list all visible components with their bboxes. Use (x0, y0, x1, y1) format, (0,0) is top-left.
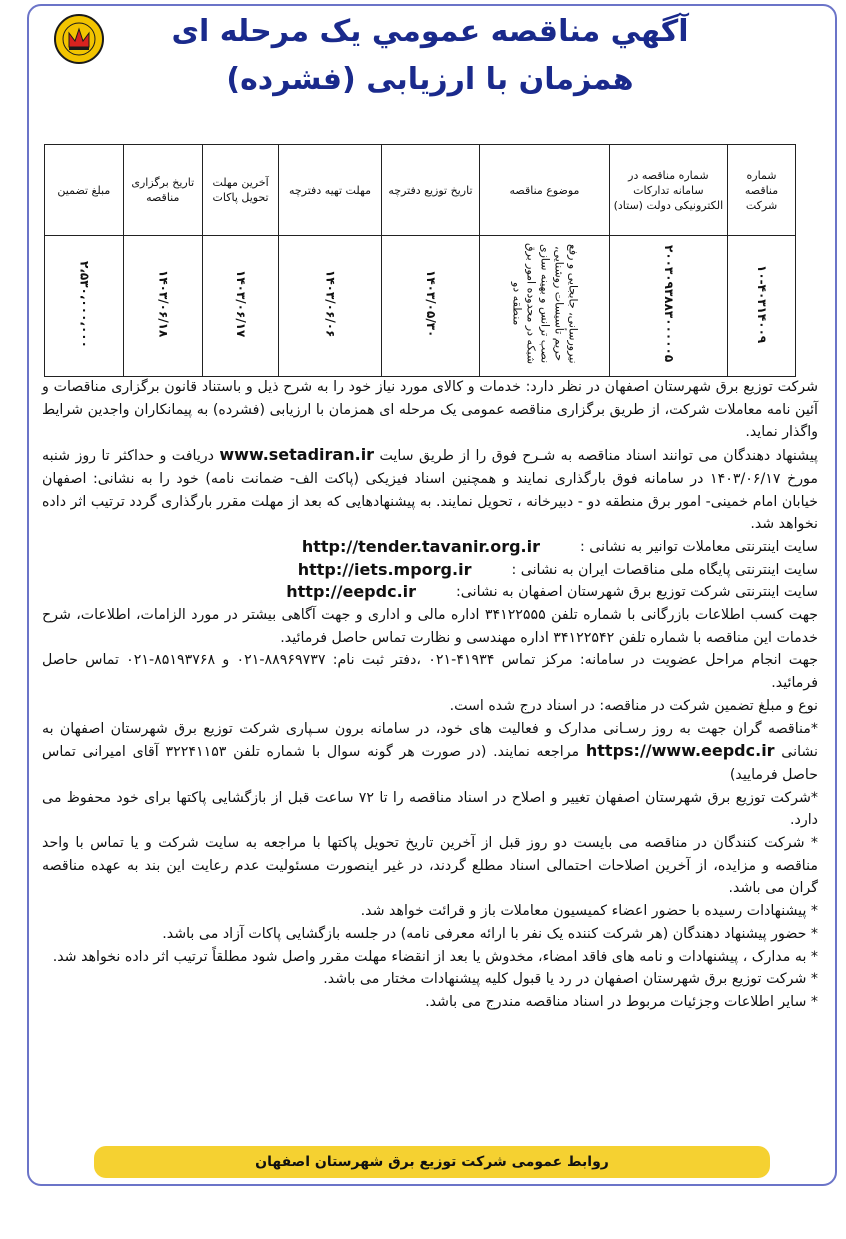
col-header-distribution-date: تاریخ توزیع دفترچه (381, 145, 480, 236)
cell-distribution-date: ۱۴۰۳/۰۵/۳۰ (381, 236, 480, 377)
paragraph-invalid-docs: * به مدارک ، پیشنهادات و نامه های فاقد امضاء، مخدوش یا بعد از انقضاء مهلت مقرر واصل شود مطلقاً ترتیب اثر داده نخواهد شد. (52, 948, 818, 965)
iets-link[interactable]: http://iets.mporg.ir (297, 559, 472, 579)
paragraph-guarantee: نوع و مبلغ تضمین شرکت در مناقصه: در اسناد درج شده است. (449, 697, 818, 714)
paragraph-attendance: * حضور پیشنهاد دهندگان (هر شرکت کننده یک نفر با ارائه معرفی نامه) در جلسه بازگشایی پاکات آزاد می باشد. (162, 925, 818, 942)
paragraph-registration: جهت انجام مراحل عضویت در سامانه: مرکز تماس ۴۱۹۳۴-۰۲۱ ،دفتر ثبت نام: ۸۸۹۶۹۷۳۷-۰۲۱ و ۸۵۱۹۳۷۶۸-۰۲۱ تماس حاصل فرمائید. (42, 652, 818, 692)
paragraph-check-updates: * شرکت کنندگان در مناقصه می بایست دو روز قبل از آخرین تاریخ تحویل پاکتها با مراجعه به سایت شرکت و یا تماس با واحد مناقصه و مزایده، از آخرین اصلاحات احتمالی اسناد مطلع گردند، در غیر اینصورت مسئولیت عدم رعایت این بند به عهده مناقصه گران می باشد. (42, 835, 818, 897)
col-header-submission-deadline: آخرین مهلت تحویل پاکات (202, 145, 278, 236)
site-eepdc: سایت اینترنتی شرکت توزیع برق شهرستان اصفهان به نشانی: http://eepdc.ir (42, 581, 818, 604)
col-header-guarantee-amount: مبلغ تضمین (45, 145, 124, 236)
col-header-prep-deadline: مهلت تهیه دفترچه (279, 145, 381, 236)
col-header-subject: موضوع مناقصه (480, 145, 609, 236)
paragraph-opening: * پیشنهادات رسیده با حضور اعضاء کمیسیون معاملات باز و قرائت خواهد شد. (360, 903, 818, 920)
table-header-row (45, 145, 796, 236)
cell-submission-deadline: ۱۴۰۳/۰۶/۱۷ (202, 236, 278, 377)
paragraph-changes: *شرکت توزیع برق شهرستان اصفهان تغییر و اصلاح در اسناد مناقصه را تا ۷۲ ساعت قبل از بازگشایی پاکتها برای خود محفوظ می دارد. (42, 789, 818, 829)
col-header-setad-tender-no: شماره مناقصه در سامانه تدارکات الکترونیکی دولت (ستاد) (609, 145, 727, 236)
tavanir-link[interactable]: http://tender.tavanir.org.ir (301, 536, 540, 556)
cell-company-tender-no: ۱۰-۴۰۳۱۴۰۰۹ (728, 236, 796, 377)
col-header-company-tender-no: شماره مناقصه شرکت (728, 145, 796, 236)
paragraph-more-info: * سایر اطلاعات وجزئیات مربوط در اسناد مناقصه مندرج می باشد. (425, 993, 818, 1010)
electric-company-logo-icon (54, 14, 104, 64)
cell-subject: نیرورسانی، جابجایی و رفع حریم تأسیسات روشنایی، نصب ترانس و بهینه سازی شبکه در محدوده امور برق منطقه دو (480, 236, 609, 377)
cell-prep-deadline: ۱۴۰۳/۰۶/۰۶ (279, 236, 381, 377)
eepdc-https-link[interactable]: https://www.eepdc.ir (585, 741, 775, 761)
paragraph-contact-info: جهت کسب اطلاعات بازرگانی با شماره تلفن ۳۴۱۲۲۵۵۵ اداره مالی و اداری و جهت آگاهی بیشتر در مورد الزامات، اطلاعات، شرح خدمات این مناقصه با شماره تلفن ۳۴۱۲۲۵۴۲ اداره مهندسی و نظارت تماس حاصل فرمائید. (42, 607, 818, 646)
cell-setad-tender-no: ۲۰۰۳۰۹۳۸۸۳۰۰۰۰۰۵ (609, 236, 727, 377)
table-row (45, 236, 796, 377)
site-tavanir: سایت اینترنتی معاملات توانیر به نشانی : http://tender.tavanir.org.ir (42, 536, 818, 559)
ad-body (42, 376, 818, 1014)
tender-table (44, 144, 796, 377)
eepdc-link[interactable]: http://eepdc.ir (286, 582, 417, 602)
cell-guarantee-amount: ۲،۵۳۰،۰۰۰،۰۰۰ (45, 236, 124, 377)
footer-public-relations: روابط عمومی شرکت توزیع برق شهرستان اصفهان (94, 1146, 770, 1178)
page-title-line1: آگهي مناقصه عمومي يک مرحله ای (171, 14, 689, 49)
site-iets: سایت اینترنتی پایگاه ملی مناقصات ایران به نشانی : http://iets.mporg.ir (42, 559, 818, 582)
paragraph-intro: شرکت توزیع برق شهرستان اصفهان در نظر دارد: خدمات و کالای مورد نیاز خود را به شرح ذیل و باستناد قانون برگزاری مناقصات و آئین نامه معاملات شرکت، از طریق برگزاری مناقصه عمومی یک مرحله ای همزمان با ارزیابی (فشرده) به پیمانکاران واجدین شرایط واگذار نماید. (42, 379, 818, 441)
page-title-line2: همزمان با ارزیابی (فشرده) (226, 62, 634, 97)
paragraph-documents: پیشنهاد دهندگان می توانند اسناد مناقصه به شـرح فوق را از طریق سایت www.setadiran.ir دریافت و حداکثر تا روز شنبه مورخ ۱۴۰۳/۰۶/۱۷ در سامانه فوق بارگذاری نمایند و همچنین اسناد فیزیکی (پاکت الف- ضمانت نامه) خود را به نشانی: اصفهان خیابان امام خمینی- امور برق منطقه دو - دبیرخانه ، تحویل نمایند. به پیشنهادهایی که بعد از مهلت مقرر بارگذاری گردد ترتیب اثر داده نخواهد شد. (42, 445, 818, 533)
paragraph-outsourcing: *مناقصه گران جهت به روز رسـانی مدارک و فعالیت های خود، در سامانه برون سـپاری شرکت توزیع برق شهرستان اصفهان به نشانی https://www.eepdc.ir مراجعه نمایند. (در صورت هر گونه سوال با شماره تلفن ۳۲۲۴۱۱۵۳ آقای امیرانی تماس حاصل فرمایید) (42, 720, 818, 783)
paragraph-rights: * شرکت توزیع برق شهرستان اصفهان در رد یا قبول کلیه پیشنهادات مختار می باشد. (323, 971, 818, 988)
setadiran-link[interactable]: www.setadiran.ir (219, 445, 375, 465)
cell-tender-date: ۱۴۰۳/۰۶/۱۸ (123, 236, 202, 377)
col-header-tender-date: تاریخ برگزاری مناقصه (123, 145, 202, 236)
